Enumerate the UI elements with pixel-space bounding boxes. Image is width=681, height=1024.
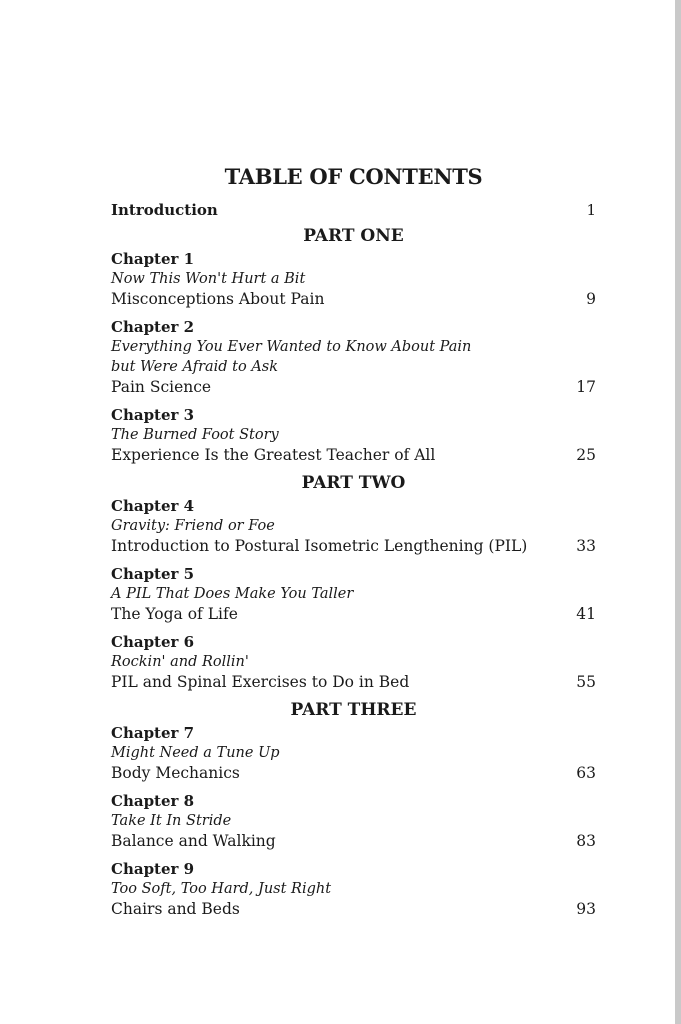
chapter-title: Introduction to Postural Isometric Lengthening (PIL) [111,537,528,555]
introduction-page: 1 [586,201,596,219]
chapter-number: Chapter 6 [111,633,195,651]
chapter-title: Experience Is the Greatest Teacher of All [111,446,436,464]
part-heading: PART TWO [301,473,406,493]
toc-entry-chapter-1[interactable] [111,249,596,310]
chapter-title: Balance and Walking [111,832,276,850]
toc-entry-chapter-9[interactable] [111,859,596,920]
chapter-number: Chapter 8 [111,792,195,810]
chapter-subtitle: Everything You Ever Wanted to Know About Pain [111,339,472,355]
chapter-page: 17 [576,378,596,396]
toc-entry-chapter-3[interactable] [111,405,596,466]
chapter-number: Chapter 1 [111,250,195,268]
chapter-title: Chairs and Beds [111,900,240,918]
toc-page [111,164,596,927]
toc-entry-chapter-2[interactable] [111,317,596,398]
chapter-number: Chapter 3 [111,406,195,424]
toc-title: TABLE OF CONTENTS [224,164,483,189]
chapter-page: 33 [576,537,596,555]
chapter-number: Chapter 4 [111,497,195,515]
toc-entry-chapter-6[interactable] [111,632,596,693]
chapter-number: Chapter 7 [111,724,195,742]
page-edge [675,0,681,1024]
chapter-title: Pain Science [111,378,212,396]
toc-entry-chapter-5[interactable] [111,564,596,625]
part-heading: PART THREE [290,700,417,720]
chapter-page: 55 [576,673,596,691]
chapter-number: Chapter 2 [111,318,195,336]
chapter-page: 25 [576,446,596,464]
chapter-subtitle: Too Soft, Too Hard, Just Right [111,881,332,897]
chapter-subtitle-line-2: but Were Afraid to Ask [111,359,279,375]
chapter-subtitle: Might Need a Tune Up [111,745,280,761]
toc-entry-chapter-7[interactable] [111,723,596,784]
chapter-subtitle: A PIL That Does Make You Taller [111,586,354,602]
chapter-page: 83 [576,832,596,850]
toc-entry-chapter-8[interactable] [111,791,596,852]
chapter-subtitle: Now This Won't Hurt a Bit [111,271,306,287]
chapter-page: 93 [576,900,596,918]
toc-entry-chapter-4[interactable] [111,496,596,557]
chapter-subtitle: Take It In Stride [111,813,232,829]
chapter-page: 9 [586,290,596,308]
part-heading: PART ONE [303,226,404,246]
chapter-title: The Yoga of Life [111,605,238,623]
chapter-page: 63 [576,764,596,782]
chapter-subtitle: The Burned Foot Story [111,427,279,443]
chapter-subtitle: Rockin' and Rollin' [111,654,249,670]
chapter-number: Chapter 5 [111,565,195,583]
chapter-subtitle: Gravity: Friend or Foe [111,518,275,534]
chapter-number: Chapter 9 [111,860,195,878]
chapter-title: PIL and Spinal Exercises to Do in Bed [111,673,410,691]
toc-entry-introduction[interactable] [111,200,596,220]
chapter-title: Misconceptions About Pain [111,290,325,308]
chapter-page: 41 [576,605,596,623]
chapter-title: Body Mechanics [111,764,240,782]
introduction-label: Introduction [111,201,218,219]
